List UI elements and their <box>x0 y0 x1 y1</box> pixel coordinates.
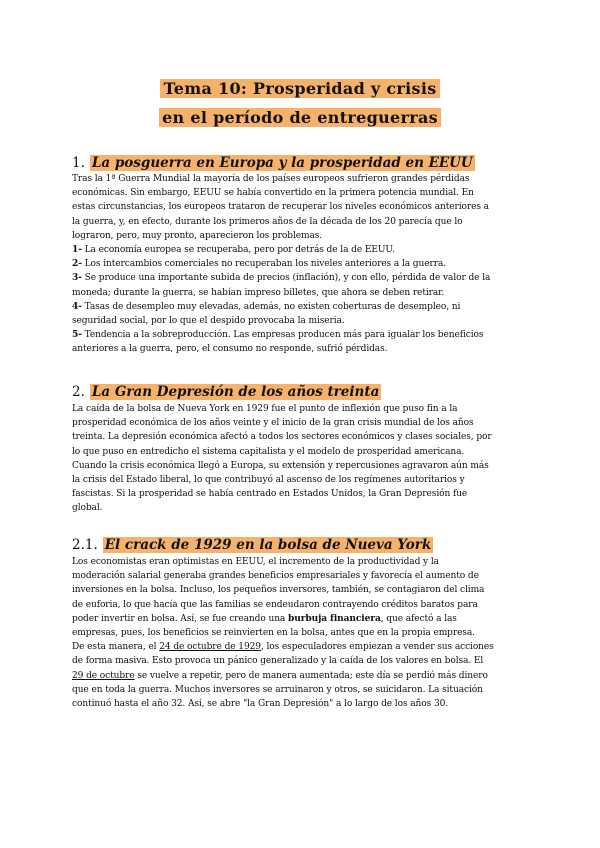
text-line: poder invertir en bolsa. Así, se fue creando una burbuja financiera, que afectó a las <box>72 613 457 624</box>
text-line: inversiones en la bolsa. Incluso, los pequeños inversores, también, se contagiaron del clima <box>72 585 485 596</box>
title-line-2: en el período de entreguerras <box>0 108 600 128</box>
date-underlined: 29 de octubre <box>72 670 135 681</box>
bubble-term: burbuja financiera <box>288 613 381 624</box>
text-line: que en toda la guerra. Muchos inversores se arruinaron y otros, se suicidaron. La situación <box>72 684 483 695</box>
text-line: la guerra, y, en efecto, durante los primeros años de la década de los 20 parecía que lo <box>72 216 463 227</box>
text-line: prosperidad económica de los años veinte y el inicio de la gran crisis mundial de los años <box>72 418 474 429</box>
section-2-body <box>72 402 528 516</box>
text-line: Los economistas eran optimistas en EEUU, el incremento de la productividad y la <box>72 557 439 567</box>
text-line: 29 de octubre se vuelve a repetir, pero de manera aumentada; este día se perdió más dinero <box>72 670 488 681</box>
text-line: moneda; durante la guerra, se habían impreso billetes, que ahora se deben retirar. <box>72 287 445 298</box>
section-2-1-heading: 2.1. El crack de 1929 en la bolsa de Nueva York <box>72 537 432 553</box>
text-line: fascistas. Si la prosperidad se había centrado en Estados Unidos, la Gran Depresión fue <box>72 489 468 500</box>
text-line: Tras la 1ª Guerra Mundial la mayoría de los países europeos sufrieron grandes pérdidas <box>72 174 470 184</box>
list-item: 1- La economía europea se recuperaba, pero por detrás de la de EEUU. <box>72 245 395 256</box>
text-line: continuó hasta el año 32. Así, se abre "la Gran Depresión" a lo largo de los años 30. <box>72 699 449 710</box>
list-item: 2- Los intercambios comerciales no recuperaban los niveles anteriores a la guerra. <box>72 259 447 270</box>
section-1-heading: 1. La posguerra en Europa y la prosperidad en EEUU <box>72 155 473 171</box>
section-2-1-body <box>72 555 528 711</box>
section-1-body <box>72 172 528 357</box>
list-item: 3- Se produce una importante subida de precios (inflación), y con ello, pérdida de valor de la <box>72 273 491 284</box>
text-line: estas circunstancias, los europeos trataron de recuperar los niveles económicos anteriores a <box>72 202 489 213</box>
text-line: de forma masiva. Esto provoca un pánico generalizado y la caída de los valores en bolsa. El <box>72 656 484 667</box>
text-line: la crisis del Estado liberal, lo que contribuyó al ascenso de los regímenes autoritarios y <box>72 475 465 486</box>
date-underlined: 24 de octubre de 1929 <box>159 642 261 653</box>
text-line: Cuando la crisis económica llegó a Europa, su extensión y repercusiones agravaron aún más <box>72 460 489 471</box>
text-line: lograron, pero, muy pronto, aparecieron los problemas. <box>72 230 323 241</box>
text-line: seguridad social, por lo que el despido provocaba la miseria. <box>72 316 345 327</box>
text-line: de euforia, lo que hacía que las familias se endeudaron contrayendo créditos baratos para <box>72 599 478 610</box>
text-line: moderación salarial generaba grandes beneficios empresariales y favorecía el aumento de <box>72 571 479 582</box>
list-item: 4- Tasas de desempleo muy elevadas, además, no existen coberturas de desempleo, ni <box>72 301 461 312</box>
text-line: anteriores a la guerra, pero, el consumo no responde, sufrió pérdidas. <box>72 344 388 355</box>
list-item: 5- Tendencia a la sobreproducción. Las empresas producen más para igualar los beneficios <box>72 330 484 341</box>
text-line: La caída de la bolsa de Nueva York en 1929 fue el punto de inflexión que puso fin a la <box>72 404 458 414</box>
text-line: global. <box>72 503 103 514</box>
text-line: De esta manera, el 24 de octubre de 1929, los especuladores empiezan a vender sus acciones <box>72 642 494 653</box>
text-line: empresas, pues, los beneficios se reinvierten en la bolsa, antes que en la propia empresa. <box>72 628 475 639</box>
text-line: lo que puso en entredicho el sistema capitalista y el modelo de prosperidad americana. <box>72 446 465 457</box>
section-2-heading: 2. La Gran Depresión de los años treinta <box>72 384 380 400</box>
text-line: treinta. La depresión económica afectó a todos los sectores económicos y clases sociales, por <box>72 432 492 443</box>
title-line-1: Tema 10: Prosperidad y crisis <box>0 79 600 99</box>
text-line: económicas. Sin embargo, EEUU se había convertido en la primera potencia mundial. En <box>72 188 474 199</box>
